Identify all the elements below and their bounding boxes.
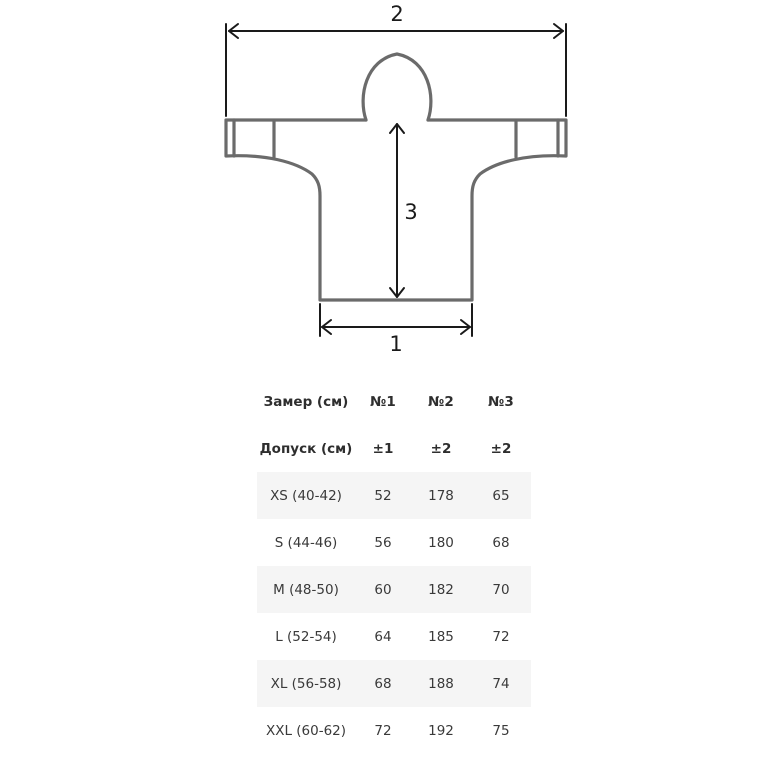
value-no3: 74 <box>471 660 531 707</box>
value-no2: 182 <box>411 566 471 613</box>
value-no2: 185 <box>428 628 454 645</box>
garment-diagram <box>0 0 760 370</box>
table-row <box>257 472 531 519</box>
table-header-row <box>257 378 531 425</box>
header-no1: №1 <box>370 393 396 410</box>
size-label: L (52-54) <box>275 628 337 645</box>
dimension-2 <box>226 2 566 116</box>
value-no2: 188 <box>411 660 471 707</box>
size-label: XS (40-42) <box>257 472 355 519</box>
value-no1: 60 <box>355 566 411 613</box>
tolerance-no3: ±2 <box>490 440 512 457</box>
dimension-1 <box>320 304 472 356</box>
size-label: XXL (60-62) <box>265 722 347 739</box>
table-row <box>257 519 531 566</box>
size-label: M (48-50) <box>257 566 355 613</box>
value-no1: 56 <box>374 534 392 551</box>
value-no3: 70 <box>471 566 531 613</box>
value-no2: 178 <box>411 472 471 519</box>
value-no3: 75 <box>492 722 510 739</box>
value-no2: 192 <box>428 722 454 739</box>
dimension-label-2: 2 <box>390 2 404 26</box>
tolerance-label: Допуск (см) <box>259 440 353 457</box>
dimension-3 <box>390 124 418 297</box>
table-row <box>257 660 531 707</box>
value-no3: 72 <box>492 628 510 645</box>
dimension-label-3: 3 <box>404 200 418 224</box>
tolerance-no1: ±1 <box>372 440 394 457</box>
hood-outline <box>363 54 431 120</box>
value-no1: 52 <box>355 472 411 519</box>
size-label: XL (56-58) <box>257 660 355 707</box>
header-no2: №2 <box>428 393 454 410</box>
value-no1: 68 <box>355 660 411 707</box>
size-table <box>257 378 531 754</box>
tolerance-no2: ±2 <box>430 440 452 457</box>
value-no3: 68 <box>492 534 510 551</box>
header-no3: №3 <box>488 393 514 410</box>
dimension-label-1: 1 <box>389 332 403 356</box>
value-no1: 64 <box>374 628 392 645</box>
header-measure: Замер (см) <box>263 393 349 410</box>
table-row <box>257 707 531 754</box>
size-label: S (44-46) <box>274 534 338 551</box>
value-no2: 180 <box>428 534 454 551</box>
tolerance-row <box>257 425 531 472</box>
table-row <box>257 566 531 613</box>
value-no3: 65 <box>471 472 531 519</box>
value-no1: 72 <box>374 722 392 739</box>
table-row <box>257 613 531 660</box>
